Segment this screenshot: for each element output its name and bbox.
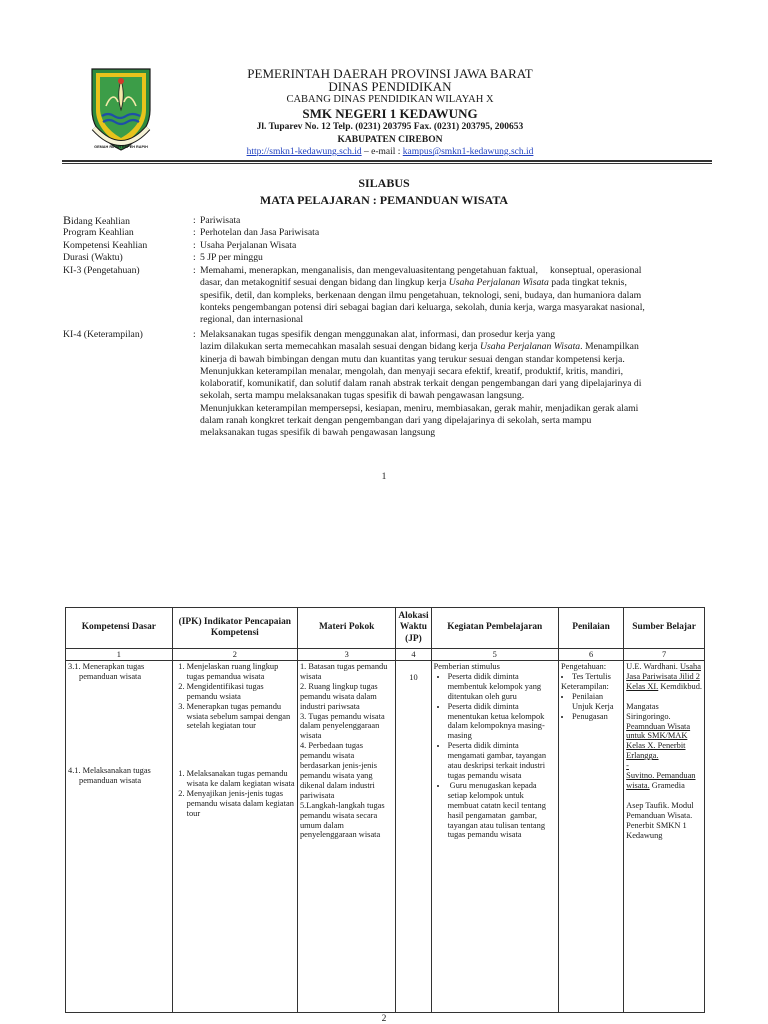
colon: : [193, 265, 196, 276]
col-header: Kompetensi Dasar [66, 608, 173, 649]
ki4-line: Menunjukkan keterampilan mempersepsi, kesiapan, meniru, membiasakan, gerak mahir, menjadikan gerak alami [200, 402, 639, 414]
ki4-label: KI-4 (Keterampilan) [63, 329, 143, 340]
ki3-text [200, 265, 705, 326]
website-link[interactable]: http://smkn1-kedawung.sch.id [246, 147, 362, 157]
sumber-cell [624, 661, 705, 1013]
kegiatan-intro: Pemberian stimulus [433, 662, 500, 671]
contact-line [160, 147, 620, 157]
ipk-item: 1. Melaksanakan tugas pemandu wisata ke dalam kegiatan wisata [187, 769, 295, 789]
ipk-item: 1. Menjelaskan ruang lingkup tugas pemandua wisata [187, 662, 295, 682]
source-author: U.E. Wardhani. [626, 662, 678, 671]
materi-item: 2. Ruang lingkup tugas pemandu wisata dalam industri pariwsata [299, 681, 378, 711]
materi-item: 5.Langkah-langkah tugas pemandu wisata secara umum dalam penyelenggaraan wisata [299, 800, 385, 840]
source-title[interactable]: Usaha Jasa Pariwisata Jilid 2 Kelas XI. [626, 662, 701, 691]
ki3-line-italic: Usaha Perjalanan Wisata [448, 277, 549, 289]
school-name: SMK NEGERI 1 KEDAWUNG [302, 106, 478, 121]
table-row [66, 661, 705, 1013]
source-2 [626, 702, 702, 761]
ki4-line: kinerja di bawah bimbingan dengan mutu dan kuantitas yang terukur sesuai dengan standar kompetensi kerja. [200, 353, 625, 365]
ipk-list-knowledge [175, 662, 295, 731]
source-publisher: Gramedia [651, 780, 685, 790]
materi-item: 1. Batasan tugas pemandu wisata [299, 662, 388, 681]
email-separator: – e-mail : [361, 147, 403, 157]
regency-name: KABUPATEN CIREBON [337, 135, 443, 145]
school-address: Jl. Tuparev No. 12 Telp. (0231) 203795 Fax. (0231) 203795, 200653 [256, 122, 524, 132]
ki4-line: dalam ranah kongkret terkait dengan pengembangan dari yang dipelajarinya di sekolah, serta mampu [200, 415, 592, 427]
gov-name: PEMERINTAH DAERAH PROVINSI JAWA BARAT [247, 66, 533, 81]
ki4-line: Menunjukkan keterampilan menalar, mengolah, dan menyaji secara efektif, kreatif, produktif, kritis, mandiri, [200, 365, 624, 377]
doc-title: SILABUS [358, 176, 410, 190]
header-rule-thick [62, 160, 712, 162]
subject-title: MATA PELAJARAN : PEMANDUAN WISATA [259, 193, 509, 207]
ipk-cell [172, 661, 297, 1013]
ki3-line [200, 277, 705, 289]
ki4-line-part: lazim dilakukan serta memecahkan masalah sesuai dengan bidang kerja [200, 341, 481, 353]
ki3-line-part: dasar, dan metakognitif sesuai dengan bidang dan lingkup kerja [200, 277, 449, 289]
email-link[interactable]: kampus@smkn1-kedawung.sch.id [402, 147, 534, 157]
col-number: 4 [396, 649, 431, 661]
colon: : [193, 240, 196, 251]
kd-cell [66, 661, 173, 1013]
bidang-value: Pariwisata [200, 215, 241, 226]
materi-cell [297, 661, 395, 1013]
program-label: Program Keahlian [63, 227, 134, 238]
program-value: Perhotelan dan Jasa Pariwisata [200, 227, 320, 238]
ki4-line-part: . Menampilkan [580, 341, 639, 353]
source-title[interactable]: Peamnduan Wisata untuk SMK/MAK Kelas X. Penerbit Erlangga. [626, 721, 691, 761]
page-number: 1 [381, 472, 387, 482]
penilaian-item: • Penilaian Unjuk Kerja [572, 692, 621, 712]
dept-name: DINAS PENDIDIKAN [328, 79, 452, 94]
col-number: 3 [297, 649, 395, 661]
ki4-text [200, 329, 705, 440]
province-logo [88, 66, 154, 152]
col-number: 7 [624, 649, 705, 661]
kegiatan-item: • Peserta didik diminta mengamati gambar, tayangan atau deskripsi terkait industri tugas pemandu wisata [448, 741, 556, 781]
bidang-label [63, 213, 130, 228]
source-3 [626, 771, 702, 791]
ki3-label: KI-3 (Pengetahuan) [63, 265, 140, 276]
bidang-label-rest: idang Keahlian [71, 216, 130, 227]
penilaian-heading: Pengetahuan: [560, 662, 607, 671]
penilaian-item: • Tes Tertulis [572, 672, 621, 682]
penilaian-list [561, 672, 621, 682]
col-number: 2 [172, 649, 297, 661]
ki4-line: Melaksanakan tugas spesifik dengan menggunakan alat, informasi, dan prosedur kerja yang [200, 329, 556, 340]
materi-item: 3. Tugas pemandu wisata dalam penyelenggaraan wisata [299, 711, 385, 741]
colon: : [193, 227, 196, 238]
kegiatan-item: • Peserta didik diminta membentuk kelompok yang ditentukan oleh guru [448, 672, 556, 702]
colon: : [193, 252, 196, 263]
branch-name: CABANG DINAS PENDIDIKAN WILAYAH X [286, 94, 494, 105]
alokasi-cell: 10 [396, 661, 431, 1013]
col-number: 1 [66, 649, 173, 661]
ipk-item: 3. Menerapkan tugas pemandu wsiata sebelum sampai dengan setelah kegiatan tour [187, 702, 295, 732]
kegiatan-list [434, 672, 556, 840]
source-dash: - [626, 761, 629, 771]
colon: : [193, 215, 196, 226]
kd-item: 3.1. Menerapkan tugas pemanduan wisata [68, 662, 145, 681]
ipk-list-skill [175, 769, 295, 819]
logo-motto-text: GEMAH RIPAH REPEH RAPIH [94, 145, 148, 149]
colon: : [193, 329, 196, 340]
penilaian-item: • Penugasan [572, 712, 621, 722]
bidang-label-initial: B [63, 213, 72, 227]
syllabus-table [65, 607, 705, 1013]
col-number: 6 [558, 649, 623, 661]
durasi-value: 5 JP per minggu [200, 252, 263, 263]
ki3-line: spesifik, detil, dan kompleks, berkenaan dengan ilmu pengetahuan, teknologi, seni, budaya, dan humaniora dalam [200, 289, 642, 301]
col-header: Penilaian [558, 608, 623, 649]
header-rule-thin [62, 163, 712, 164]
penilaian-heading: Keterampilan: [560, 681, 609, 691]
durasi-label: Durasi (Waktu) [63, 252, 123, 263]
kegiatan-item: • Peserta didik diminta menentukan ketua kelompok dalam kelompoknya masing-masing [448, 702, 556, 742]
ki3-line: regional, dan internasional [200, 314, 304, 326]
materi-item: 4. Perbedaan tugas pemandu wisata berdasarkan jenis-jenis pemandu wisata yang dikenal dalam industri pariwisata [299, 741, 377, 800]
col-header: Alokasi Waktu (JP) [396, 608, 431, 649]
penilaian-list [561, 692, 621, 722]
source-4: Asep Taufik. Modul Pemanduan Wisata. Penerbit SMKN 1 Kedawung [626, 800, 694, 840]
kd-item: 4.1. Melaksanakan tugas pemanduan wisata [68, 765, 151, 785]
kegiatan-cell [431, 661, 558, 1013]
kompetensi-value: Usaha Perjalanan Wisata [200, 240, 297, 251]
ki3-line-part: pada tingkat teknis, [548, 277, 627, 289]
source-publisher: Kemdikbud. [660, 681, 702, 691]
kompetensi-label: Kompetensi Keahlian [63, 240, 148, 251]
col-number: 5 [431, 649, 558, 661]
ki4-line-italic: Usaha Perjalanan Wisata [480, 341, 581, 353]
ipk-item: 2. Mengidentifikasi tugas pemandu wsiata [187, 682, 295, 702]
page-number: 2 [381, 1014, 387, 1024]
source-author: Mangatas Siringoringo. [626, 701, 671, 721]
col-header: Kegiatan Pembelajaran [431, 608, 558, 649]
ki4-line: melaksanakan tugas spesifik di bawah pengawasan langsung [200, 427, 436, 439]
source-1 [626, 662, 702, 692]
col-header: Sumber Belajar [624, 608, 705, 649]
col-header: (IPK) Indikator Pencapaian Kompetensi [172, 608, 297, 649]
kegiatan-item: • Guru menugaskan kepada setiap kelompok untuk membuat catatn kecil tentang hasil pengamatan gambar, tayangan atau tulisan tentang tugas pemandu wisata [448, 781, 556, 840]
penilaian-cell [558, 661, 623, 1013]
ki4-line [200, 341, 705, 353]
ki3-line: konteks pengembangan potensi diri sebagai bagian dari keluarga, sekolah, dunia kerja, warga masyarakat nasional, [200, 301, 645, 313]
ipk-item: 2. Menyajikan jenis-jenis tugas pemandu wisata dalam kegiatan tour [187, 789, 295, 819]
ki3-line: Memahami, menerapkan, menganalisis, dan mengevaluasitentang pengetahuan faktual, konseptual, operasional [200, 265, 642, 276]
ki4-line: kolaboratif, komunikatif, dan solutif dalam ranah abstrak terkait dengan pengembangan dari yang dipelajarinya di [200, 378, 642, 390]
ki4-line: sekolah, serta mampu melaksanakan tugas spesifik di bawah pengawasan langsung. [200, 390, 525, 402]
col-header: Materi Pokok [297, 608, 395, 649]
source-title[interactable]: Suvitno. Pemanduan wisata. [626, 771, 696, 790]
